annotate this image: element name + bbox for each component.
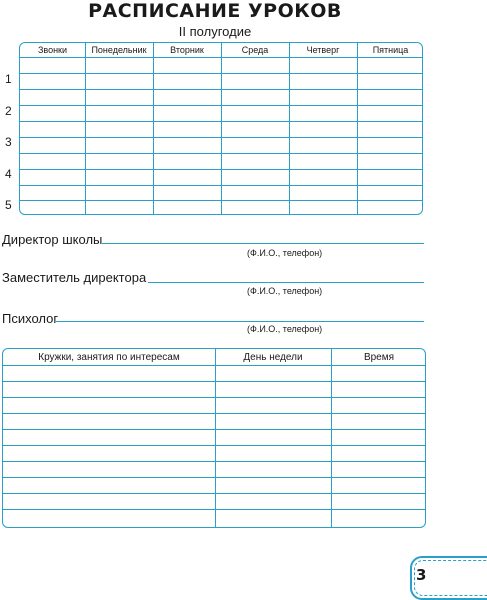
lesson-number-4: 4 — [5, 167, 12, 181]
schedule-header-divider — [20, 57, 422, 58]
clubs-col-divider — [331, 349, 332, 527]
schedule-header-wednesday: Среда — [241, 45, 269, 55]
page-title: РАСПИСАНИЕ УРОКОВ — [88, 0, 342, 22]
clubs-row-line — [3, 381, 425, 382]
schedule-header-thursday: Четверг — [306, 45, 340, 55]
staff-field-psychologist[interactable] — [56, 321, 424, 322]
clubs-row-line — [3, 493, 425, 494]
schedule-row-line — [20, 73, 422, 74]
page-number: 3 — [416, 566, 427, 584]
schedule-header-tuesday: Вторник — [170, 45, 204, 55]
clubs-row-line — [3, 445, 425, 446]
schedule-table — [19, 42, 423, 215]
clubs-row-line — [3, 413, 425, 414]
clubs-header-activity: Кружки, занятия по интересам — [38, 352, 180, 363]
schedule-header-monday: Понедельник — [91, 45, 147, 55]
staff-label-deputy: Заместитель директора — [2, 270, 147, 285]
clubs-row-line — [3, 509, 425, 510]
schedule-lesson-divider — [20, 121, 422, 122]
clubs-row-line — [3, 429, 425, 430]
staff-hint-psychologist: (Ф.И.О., телефон) — [247, 324, 323, 334]
staff-hint-director: (Ф.И.О., телефон) — [247, 248, 323, 258]
lesson-number-1: 1 — [5, 72, 12, 86]
page-subtitle: II полугодие — [178, 24, 252, 39]
schedule-row-line — [20, 105, 422, 106]
schedule-header-friday: Пятница — [372, 45, 409, 55]
clubs-row-line — [3, 397, 425, 398]
clubs-header-divider — [3, 365, 425, 366]
clubs-row-line — [3, 477, 425, 478]
lesson-number-2: 2 — [5, 104, 12, 118]
clubs-row-line — [3, 461, 425, 462]
schedule-lesson-divider — [20, 89, 422, 90]
staff-field-deputy[interactable] — [148, 282, 424, 283]
schedule-col-divider — [357, 43, 358, 214]
lesson-number-5: 5 — [5, 198, 12, 212]
schedule-col-divider — [289, 43, 290, 214]
clubs-table — [2, 348, 426, 528]
staff-label-director: Директор школы — [2, 232, 103, 247]
staff-hint-deputy: (Ф.И.О., телефон) — [247, 286, 323, 296]
staff-field-director[interactable] — [102, 243, 424, 244]
lesson-number-3: 3 — [5, 135, 12, 149]
clubs-header-time: Время — [363, 352, 395, 363]
schedule-col-divider — [221, 43, 222, 214]
schedule-lesson-divider — [20, 153, 422, 154]
schedule-lesson-divider — [20, 185, 422, 186]
schedule-row-line — [20, 169, 422, 170]
schedule-row-line — [20, 137, 422, 138]
clubs-header-day: День недели — [243, 352, 303, 363]
schedule-col-divider — [85, 43, 86, 214]
schedule-header-bells: Звонки — [37, 45, 68, 55]
staff-label-psychologist: Психолог — [2, 311, 59, 326]
clubs-col-divider — [215, 349, 216, 527]
schedule-row-line — [20, 200, 422, 201]
schedule-col-divider — [153, 43, 154, 214]
